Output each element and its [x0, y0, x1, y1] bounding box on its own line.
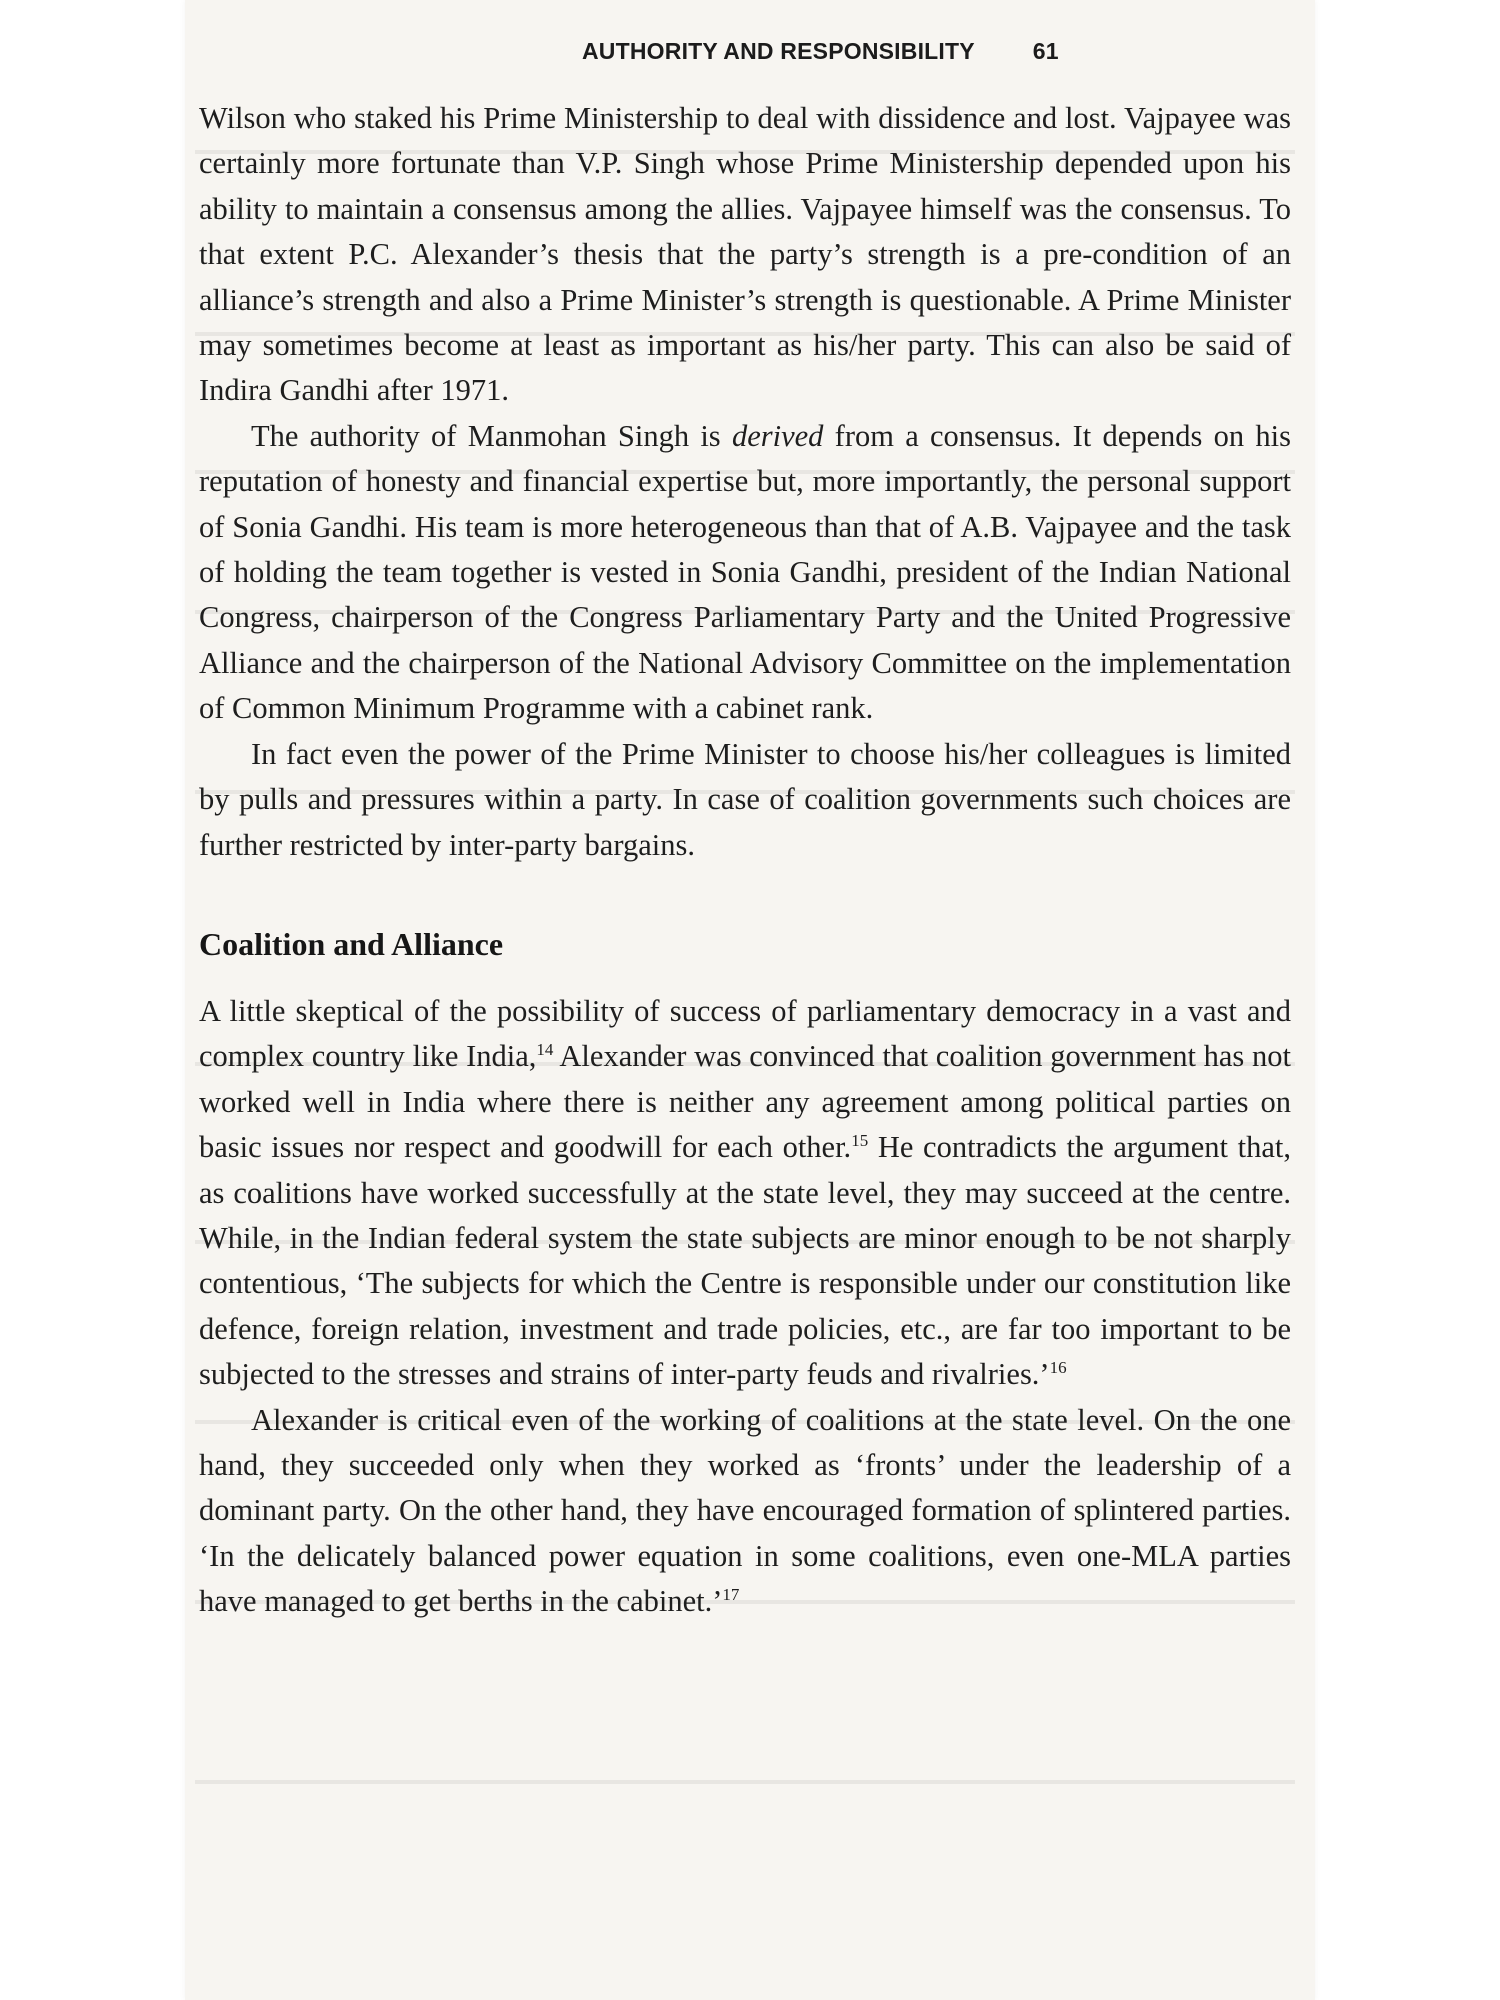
- footnote-ref-14[interactable]: 14: [536, 1040, 554, 1060]
- paragraph-text: A little skeptical of the possibility of success of parliamentary democracy in a vast and complex country like India,: [199, 993, 1291, 1074]
- paragraph-manmohan-authority: [199, 414, 1291, 732]
- footnote-ref-15[interactable]: 15: [851, 1130, 869, 1150]
- book-page: [185, 0, 1315, 2000]
- footnote-ref-17[interactable]: 17: [722, 1585, 740, 1605]
- section-heading: Coalition and Alliance: [199, 925, 504, 962]
- paragraph-text: He contradicts the argument that, as coalitions have worked successfully at the state level, they may succeed at the centre. While, in the Indian federal system the state subjects are minor enough to be not sharply contentious, ‘The subjects for which the Centre is responsible under our constitution like defence, foreign relation, investment and trade policies, etc., are far too important to be subjected to the stresses and strains of inter-party feuds and rivalries.’: [199, 1130, 1292, 1392]
- page-number: 61: [1032, 38, 1059, 64]
- emphasis-derived: derived: [731, 418, 824, 453]
- paragraph-text: Alexander was convinced that coalition government has not worked well in India where there is neither any agreement among political parties on basic issues nor respect and goodwill for each other.: [199, 1039, 1291, 1165]
- page-body: [199, 96, 1291, 1625]
- paragraph-text: from a consensus. It depends on his reputation of honesty and financial expertise but, more importantly, the personal support of Sonia Gandhi. His team is more heterogeneous than that of A.B. Vajpayee and the task of holding the team together is vested in Sonia Gandhi, president of the Indian National Congress, chairperson of the Congress Parliamentary Party and the United Progressive Alliance and the chairperson of the National Advisory Committee on the implementation of Common Minimum Programme with a cabinet rank.: [199, 418, 1291, 726]
- paragraph-choosing-colleagues: In fact even the power of the Prime Minister to choose his/her colleagues is limited by pulls and pressures within a party. In case of coalition governments such choices are further restricted by inter-party bargains.: [199, 736, 1291, 862]
- paragraph-alexander-skeptical: [199, 989, 1291, 1398]
- paragraph-text: Alexander is critical even of the working of coalitions at the state level. On the one hand, they succeeded only when they worked as ‘fronts’ under the leadership of a dominant party. On the other hand, they have encouraged formation of splintered parties. ‘In the delicately balanced power equation in some coalitions, even one-MLA parties have managed to get berths in the cabinet.’: [199, 1402, 1291, 1619]
- paragraph-state-coalitions: [199, 1398, 1291, 1625]
- paragraph-text: The authority of Manmohan Singh is: [251, 418, 732, 453]
- running-header: [582, 38, 1282, 65]
- running-title: AUTHORITY AND RESPONSIBILITY: [582, 38, 975, 64]
- footnote-ref-16[interactable]: 16: [1049, 1358, 1067, 1377]
- paragraph-wilson-vajpayee: Wilson who staked his Prime Ministership to deal with dissidence and lost. Vajpayee was certainly more fortunate than V.P. Singh whose Prime Ministership depended upon his ability to maintain a consensus among the allies. Vajpayee himself was the consensus. To that extent P.C. Alexander’s thesis that the party’s strength is a pre-condition of an alliance’s strength and also a Prime Minister’s strength is questionable. A Prime Minister may sometimes become at least as important as his/her party. This can also be said of Indira Gandhi after 1971.: [199, 101, 1291, 408]
